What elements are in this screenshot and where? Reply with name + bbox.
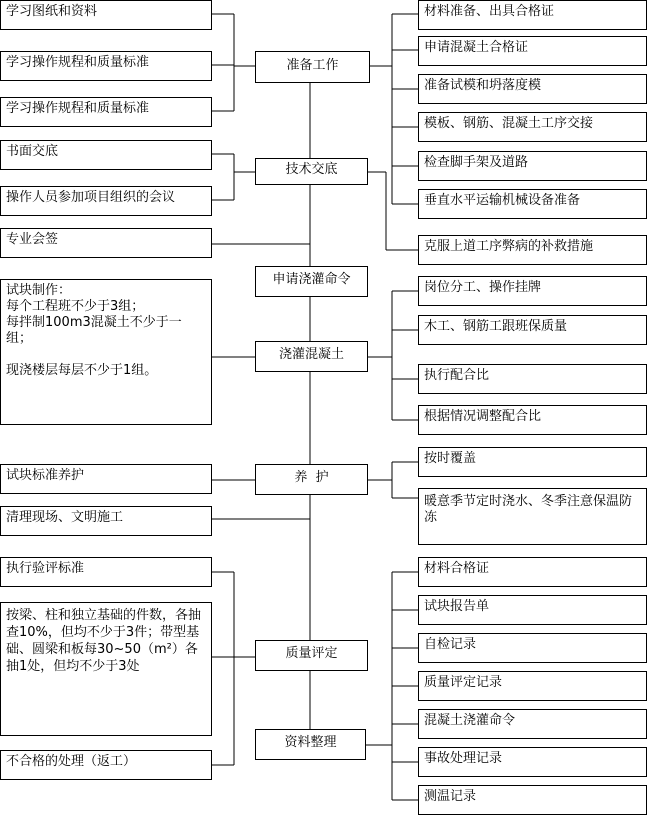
right-prep-2: 申请混凝土合格证 [418,36,647,66]
step-briefing: 技术交底 [255,158,368,185]
left-prep-3: 学习操作规程和质量标准 [0,97,212,127]
left-brief-3: 专业会签 [0,228,212,258]
right-prep-5: 检查脚手架及道路 [418,151,647,181]
right-cure-2: 暖意季节定时浇水、冬季注意保温防冻 [418,488,647,545]
right-prep-3: 准备试模和坍落度模 [418,74,647,104]
right-pour-3: 执行配合比 [418,364,647,394]
left-qual-1: 执行验评标准 [0,557,212,587]
left-pour-note [0,279,212,425]
pour-note-line-3: 每拌制100m3混凝土不少于一组； [6,315,182,346]
step-apply-pour: 申请浇灌命令 [255,266,368,297]
right-pour-1: 岗位分工、操作挂牌 [418,276,647,306]
right-cure-1: 按时覆盖 [418,447,647,477]
right-docs-2: 试块报告单 [418,595,647,625]
step-docs: 资料整理 [255,729,366,760]
left-cure-2: 清理现场、文明施工 [0,506,212,536]
left-qual-3: 不合格的处理（返工） [0,750,212,780]
step-pour: 浇灌混凝土 [255,341,368,372]
left-prep-2: 学习操作规程和质量标准 [0,51,212,81]
pour-note-line-2: 每个工程班不少于3组； [6,299,145,314]
right-docs-7: 测温记录 [418,785,647,815]
pour-note-line-1: 试块制作： [6,283,72,298]
step-quality: 质量评定 [255,640,368,671]
right-docs-3: 自检记录 [418,633,647,663]
right-prep-1: 材料准备、出具合格证 [418,0,647,30]
right-prep-4: 模板、钢筋、混凝土工序交接 [418,112,647,142]
left-qual-2: 按梁、柱和独立基础的件数，各抽查10%，但均不少于3件；带型基础、圆梁和板每30~50（m²）各抽1处，但均不少于3处 [0,602,212,736]
right-docs-5: 混凝土浇灌命令 [418,709,647,739]
step-curing: 养 护 [255,464,368,495]
right-docs-6: 事故处理记录 [418,747,647,777]
pour-note-line-5: 现浇楼层每层不少于1组。 [6,363,158,378]
step-prepare: 准备工作 [255,51,370,83]
pour-note-line-4 [6,347,206,363]
right-docs-1: 材料合格证 [418,557,647,587]
left-cure-1: 试块标准养护 [0,464,212,494]
left-prep-1: 学习图纸和资料 [0,0,212,30]
right-docs-4: 质量评定记录 [418,671,647,701]
left-brief-2: 操作人员参加项目组织的会议 [0,186,212,216]
right-brief-1: 克服上道工序弊病的补救措施 [418,235,647,265]
right-pour-2: 木工、钢筋工跟班保质量 [418,315,647,345]
right-prep-6: 垂直水平运输机械设备准备 [418,189,647,219]
left-brief-1: 书面交底 [0,140,212,170]
right-pour-4: 根据情况调整配合比 [418,405,647,435]
